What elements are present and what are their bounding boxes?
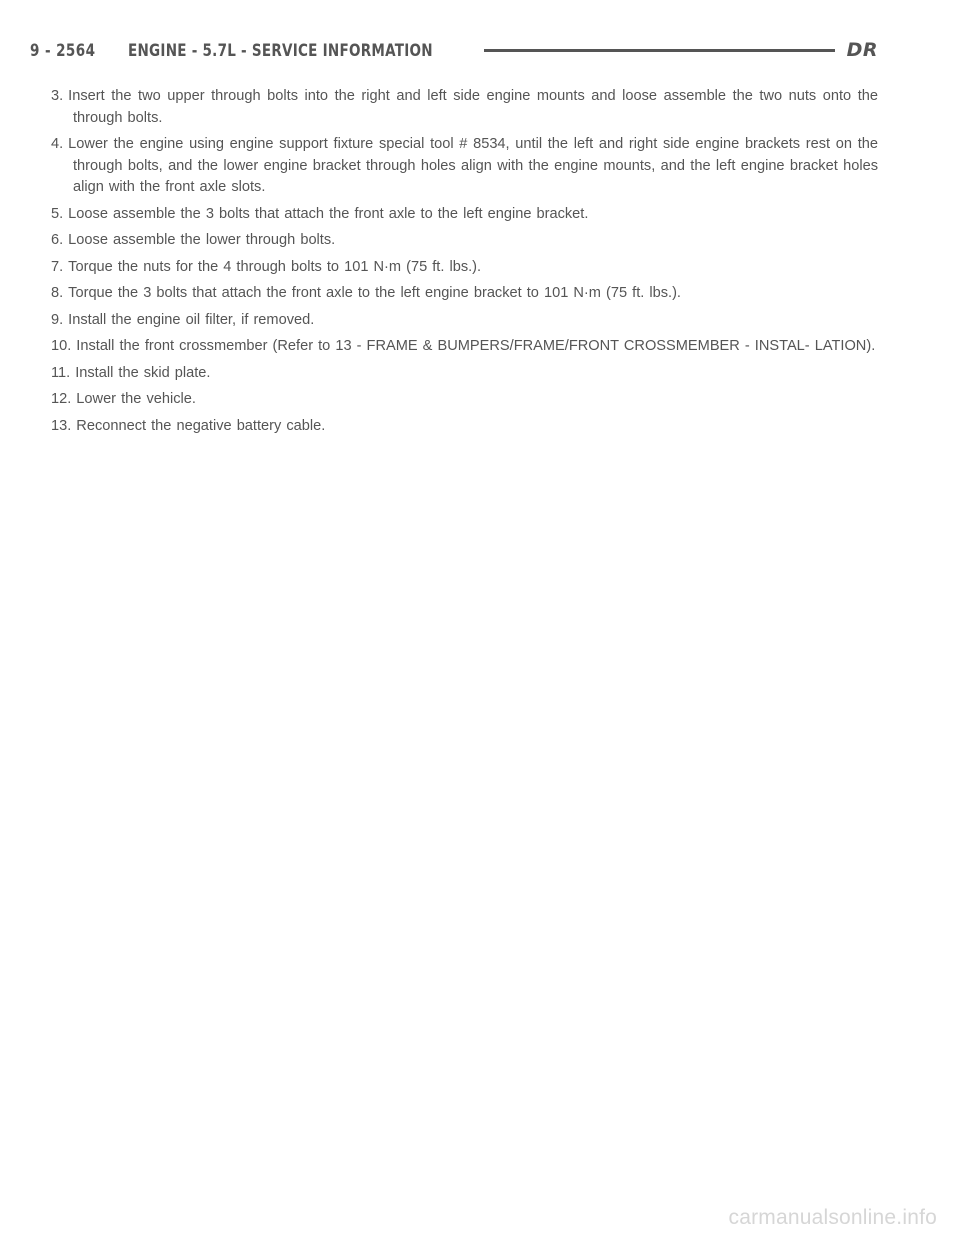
- step-10: [51, 336, 878, 358]
- step-text: Lower the vehicle.: [76, 391, 196, 407]
- step-text: Torque the 3 bolts that attach the front axle to the left engine bracket to 101 N·m (75 ft. lbs.).: [68, 285, 681, 301]
- step-number: 5.: [51, 205, 64, 222]
- step-11: [51, 363, 878, 385]
- step-9: [51, 310, 878, 332]
- step-text: Install the engine oil filter, if removed.: [68, 311, 315, 328]
- step-7: [51, 257, 878, 279]
- step-number: 3.: [51, 88, 64, 104]
- step-number: 6.: [51, 232, 64, 248]
- header-rule: [484, 49, 835, 52]
- step-number: 11.: [51, 364, 71, 381]
- step-13: [51, 416, 878, 438]
- step-text: Loose assemble the lower through bolts.: [68, 232, 336, 248]
- page-header: [30, 36, 878, 64]
- step-text: Install the skid plate.: [75, 364, 211, 381]
- step-number: 7.: [51, 258, 64, 275]
- model-code: DR: [846, 39, 878, 61]
- step-number: 13.: [51, 417, 72, 434]
- step-12: [51, 389, 878, 411]
- step-text: Loose assemble the 3 bolts that attach the front axle to the left engine bracket.: [68, 205, 589, 222]
- step-number: 9.: [51, 311, 64, 328]
- step-text: Install the front crossmember (Refer to 13 - FRAME & BUMPERS/FRAME/FRONT CROSSMEMBER - INSTAL- LATION).: [76, 338, 876, 354]
- step-number: 12.: [51, 391, 72, 407]
- step-text: Torque the nuts for the 4 through bolts to 101 N·m (75 ft. lbs.).: [68, 258, 482, 275]
- page-number: 9 - 2564: [30, 40, 96, 60]
- step-4: [51, 134, 878, 199]
- step-5: [51, 204, 878, 226]
- step-number: 4.: [51, 136, 64, 152]
- section-title: ENGINE - 5.7L - SERVICE INFORMATION: [128, 40, 433, 60]
- step-3: [51, 86, 878, 129]
- watermark: carmanualsonline.info: [728, 1206, 937, 1229]
- step-text: Insert the two upper through bolts into the right and left side engine mounts and loose assemble the two nuts onto the through bolts.: [68, 88, 878, 126]
- procedure-steps: [51, 86, 878, 442]
- step-6: [51, 230, 878, 252]
- step-text: Lower the engine using engine support fixture special tool # 8534, until the left and right side engine brackets rest on the through bolts, and the lower engine bracket through holes align with the engine mounts, and the left engine bracket holes align with the front axle slots.: [68, 136, 878, 195]
- step-text: Reconnect the negative battery cable.: [76, 417, 326, 434]
- step-number: 10.: [51, 338, 72, 354]
- step-8: [51, 283, 878, 305]
- step-number: 8.: [51, 285, 64, 301]
